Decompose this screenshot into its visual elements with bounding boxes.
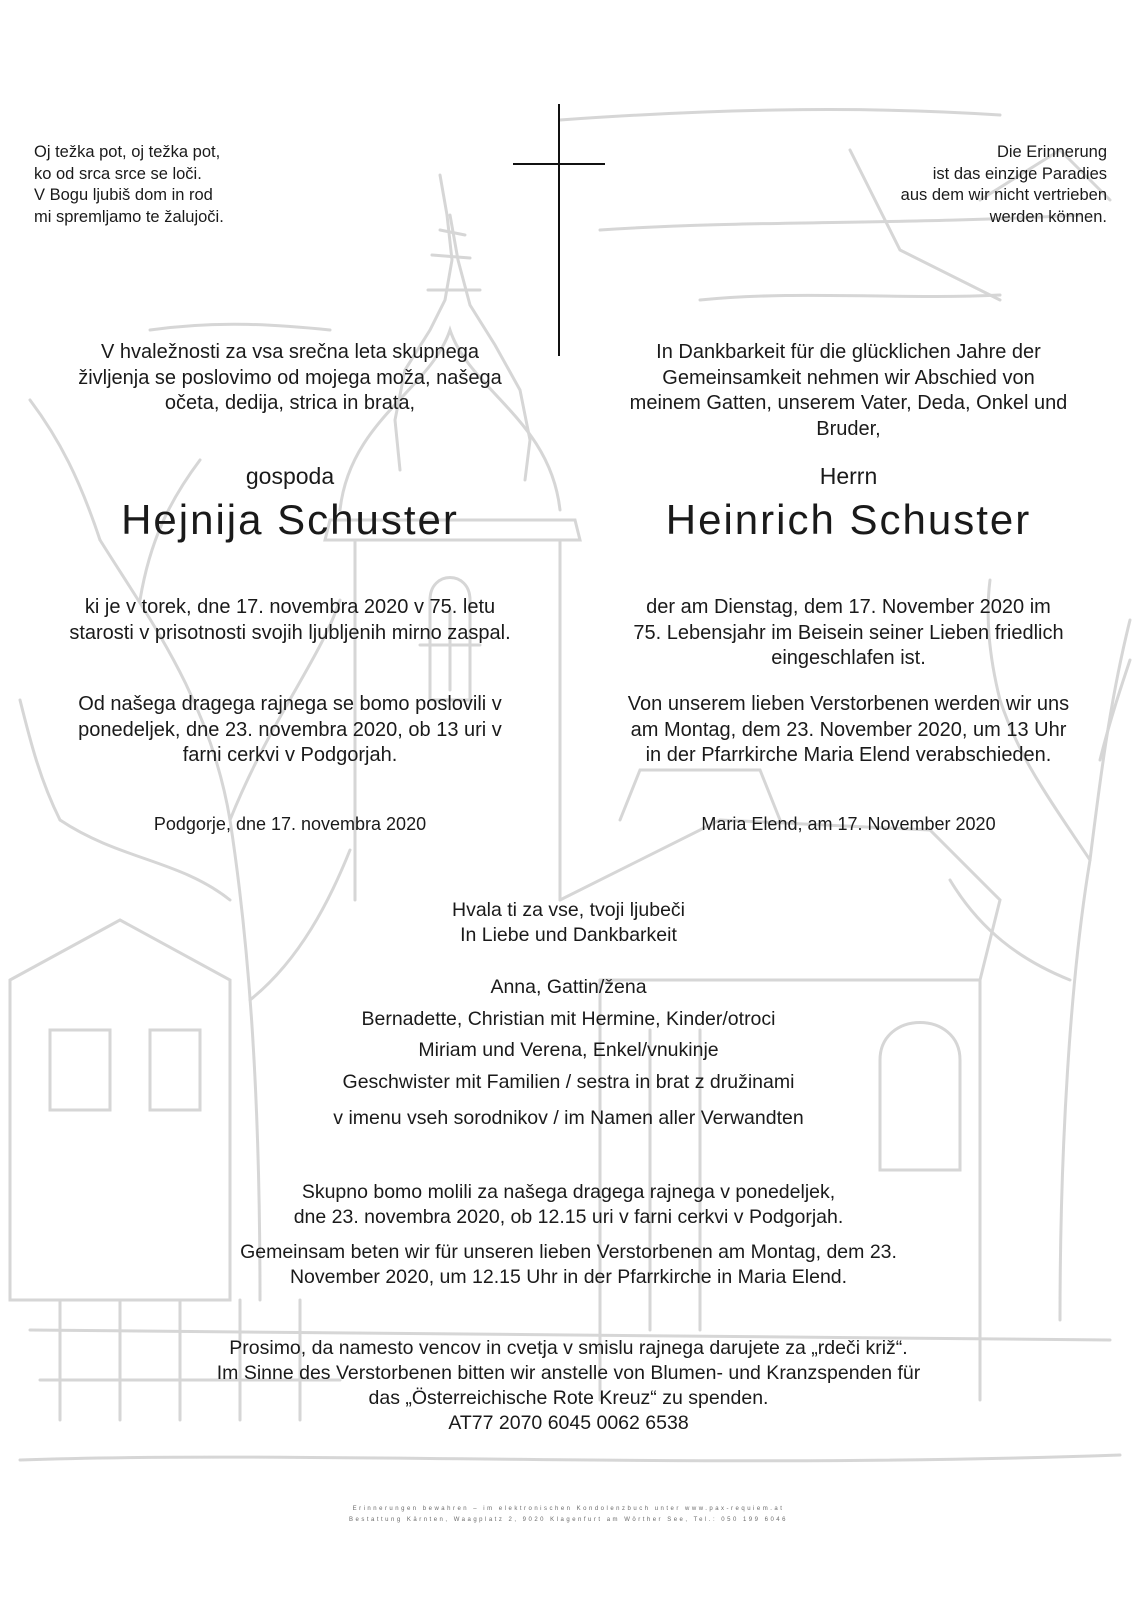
poem-line: werden können. bbox=[989, 207, 1107, 226]
mourner-line: Geschwister mit Familien / sestra in brat z družinami bbox=[342, 1070, 795, 1093]
poem-line: Die Erinnerung bbox=[996, 143, 1107, 161]
poem-line: V Bogu ljubiš dom in rod bbox=[34, 186, 213, 204]
deceased-name-slovenian: Hejnija Schuster bbox=[121, 496, 459, 543]
footer bbox=[0, 1504, 1137, 1526]
text-line: življenja se poslovimo od mojega moža, našega bbox=[78, 366, 502, 389]
mourner-line: Bernadette, Christian mit Hermine, Kinder/otroci bbox=[361, 1007, 776, 1030]
text-line: In Liebe und Dankbarkeit bbox=[460, 923, 677, 946]
funeral-notice-slovenian bbox=[20, 692, 560, 769]
poem-line: aus dem wir nicht vertrieben bbox=[900, 186, 1107, 204]
text-line: Im Sinne des Verstorbenen bitten wir anstelle von Blumen- und Kranzspenden für bbox=[216, 1362, 921, 1384]
poem-slovenian bbox=[34, 142, 224, 228]
text-line: November 2020, um 12.15 Uhr in der Pfarrkirche in Maria Elend. bbox=[289, 1266, 848, 1288]
text-line: Gemeinsam beten wir für unseren lieben Verstorbenen am Montag, dem 23. bbox=[240, 1241, 897, 1263]
text-line: Skupno bomo molili za našega dragega rajnega v ponedeljek, bbox=[301, 1181, 836, 1203]
place-date-slovenian: Podgorje, dne 17. novembra 2020 bbox=[153, 814, 427, 834]
text-line: Hvala ti za vse, tvoji ljubeči bbox=[451, 899, 685, 921]
footer-line: Erinnerungen bewahren – im elektronischen Kondolenzbuch unter www.pax-requiem.at bbox=[352, 1506, 785, 1512]
poem-line: Oj težka pot, oj težka pot, bbox=[34, 143, 221, 161]
donation-notice bbox=[0, 1336, 1137, 1436]
text-line: Bruder, bbox=[816, 417, 881, 440]
honorific-german: Herrn bbox=[819, 463, 878, 489]
death-notice-german bbox=[576, 595, 1121, 672]
text-line: am Montag, dem 23. November 2020, um 13 Uhr bbox=[630, 718, 1067, 741]
text-line: ki je v torek, dne 17. novembra 2020 v 75. letu bbox=[84, 596, 496, 618]
text-line: In Dankbarkeit für die glücklichen Jahre der bbox=[656, 341, 1041, 363]
funeral-notice-german bbox=[576, 692, 1121, 769]
text-line: ponedeljek, dne 23. novembra 2020, ob 13 uri v bbox=[78, 718, 502, 741]
place-date-german: Maria Elend, am 17. November 2020 bbox=[701, 814, 996, 834]
prayer-notice-slovenian bbox=[0, 1180, 1137, 1230]
text-line: V hvaležnosti za vsa srečna leta skupnega bbox=[101, 341, 479, 363]
bank-account-iban: AT77 2070 6045 0062 6538 bbox=[448, 1412, 689, 1434]
thanks-block bbox=[0, 898, 1137, 947]
poem-line: ko od srca srce se loči. bbox=[34, 164, 202, 183]
text-line: Gemeinsamkeit nehmen wir Abschied von bbox=[662, 366, 1035, 389]
prayer-notice-german bbox=[0, 1240, 1137, 1290]
mourner-line: Miriam und Verena, Enkel/vnukinje bbox=[418, 1039, 719, 1061]
text-line: farni cerkvi v Podgorjah. bbox=[182, 744, 398, 766]
text-line: Od našega dragega rajnega se bomo poslovili v bbox=[78, 693, 502, 715]
text-line: in der Pfarrkirche Maria Elend verabschieden. bbox=[645, 744, 1052, 766]
mourner-line: Anna, Gattin/žena bbox=[490, 976, 647, 998]
intro-german bbox=[576, 340, 1121, 442]
text-line: das „Österreichische Rote Kreuz“ zu spenden. bbox=[368, 1387, 769, 1409]
footer-line: Bestattung Kärnten, Waagplatz 2, 9020 Klagenfurt am Wörther See, Tel.: 050 199 6046 bbox=[349, 1517, 788, 1523]
text-line: očeta, dedija, strica in brata, bbox=[164, 392, 416, 414]
text-line: meinem Gatten, unserem Vater, Deda, Onkel und bbox=[629, 392, 1068, 414]
mourner-line: v imenu vseh sorodnikov / im Namen aller Verwandten bbox=[333, 1107, 804, 1129]
mourners-list bbox=[0, 972, 1137, 1135]
honorific-slovenian: gospoda bbox=[245, 463, 335, 489]
text-line: Prosimo, da namesto vencov in cvetja v smislu rajnega darujete za „rdeči križ“. bbox=[229, 1337, 908, 1359]
death-notice-slovenian bbox=[20, 595, 560, 646]
text-line: eingeschlafen ist. bbox=[771, 647, 926, 669]
text-line: 75. Lebensjahr im Beisein seiner Lieben friedlich bbox=[633, 621, 1064, 644]
text-line: dne 23. novembra 2020, ob 12.15 uri v farni cerkvi v Podgorjah. bbox=[293, 1206, 844, 1228]
latin-cross-icon bbox=[513, 104, 605, 356]
poem-line: ist das einzige Paradies bbox=[932, 164, 1107, 183]
text-line: der am Dienstag, dem 17. November 2020 im bbox=[646, 596, 1051, 618]
poem-german bbox=[901, 142, 1107, 228]
text-line: starosti v prisotnosti svojih ljubljenih mirno zaspal. bbox=[69, 621, 511, 644]
poem-line: mi spremljamo te žalujoči. bbox=[34, 207, 224, 226]
deceased-name-german: Heinrich Schuster bbox=[665, 496, 1032, 543]
text-line: Von unserem lieben Verstorbenen werden wir uns bbox=[627, 693, 1070, 715]
intro-slovenian bbox=[20, 340, 560, 417]
